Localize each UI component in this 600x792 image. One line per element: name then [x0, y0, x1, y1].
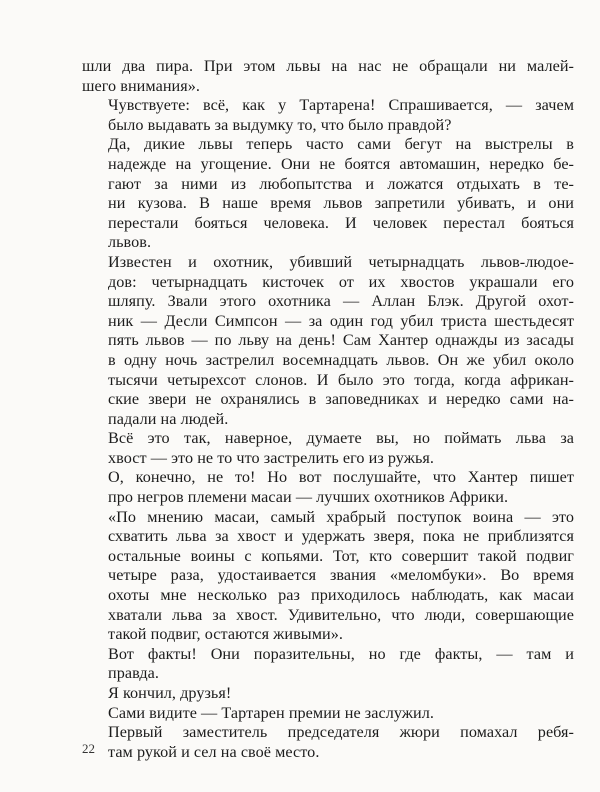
paragraph: [82, 253, 574, 429]
text-line: Я кончил, друзья!: [108, 684, 232, 702]
text-line: дов: четырнадцать кисточек от их хвостов украшали его: [108, 272, 574, 291]
paragraph: [82, 723, 574, 762]
text-line: шего внимания».: [82, 76, 200, 95]
page-number: 22: [82, 741, 95, 756]
text-line: тысячи четырехсот слонов. И было это тогда, когда африкан-: [108, 370, 574, 389]
text-line: львов.: [108, 233, 152, 252]
paragraph: [82, 135, 574, 253]
paragraph: [82, 57, 574, 96]
text-line: четыре раза, удостаивается звания «меломбуки». Во время: [108, 566, 574, 585]
text-line: шли два пира. При этом львы на нас не обращали ни малей-: [82, 57, 574, 75]
text-line: «По мнению масаи, самый храбрый поступок воина — это: [108, 507, 574, 526]
paragraph: [82, 684, 574, 704]
text-line: Сами видите — Тартарен премии не заслужил.: [108, 703, 434, 722]
text-line: было выдавать за выдумку то, что было правдой?: [108, 115, 452, 134]
text-line: Вот факты! Они поразительны, но где факты, — там и: [108, 644, 574, 663]
text-line: гают за ними из любопытства и ложатся отдыхать в те-: [108, 174, 574, 193]
text-line: такой подвиг, остаются живыми».: [108, 625, 343, 644]
text-line: О, конечно, не то! Но вот послушайте, что Хантер пишет: [108, 468, 574, 487]
text-line: охоты мне несколько раз приходилось наблюдать, как масаи: [108, 586, 574, 605]
paragraph: [82, 508, 574, 645]
text-line: ские звери не охранялись в заповедниках и нередко сами на-: [108, 390, 574, 409]
text-line: схватить льва за хвост и удержать зверя, пока не приблизятся: [108, 527, 574, 546]
body-text: [82, 57, 574, 762]
text-line: перестали бояться человека. И человек перестал бояться: [108, 213, 574, 232]
text-line: ник — Десли Симпсон — за один год убил триста шестьдесят: [108, 311, 574, 330]
text-line: хватали льва за хвост. Удивительно, что люди, совершающие: [108, 605, 574, 624]
text-line: хвост — это не то что застрелить его из ружья.: [108, 448, 434, 467]
text-line: Да, дикие львы теперь часто сами бегут на выстрелы в: [108, 135, 574, 154]
text-line: пять львов — по льву на день! Сам Хантер однажды из засады: [108, 331, 574, 350]
paragraph: [82, 468, 574, 507]
text-line: надежде на угощение. Они не боятся автомашин, нередко бе-: [108, 154, 574, 173]
text-line: Известен и охотник, убивший четырнадцать львов-людое-: [108, 252, 574, 271]
text-line: про негров племени масаи — лучших охотников Африки.: [108, 488, 509, 507]
paragraph: [82, 645, 574, 684]
text-line: Чувствуете: всё, как у Тартарена! Спрашивается, — зачем: [108, 96, 574, 115]
paragraph: [82, 429, 574, 468]
text-line: остальные воины с копьями. Тот, кто совершит такой подвиг: [108, 546, 574, 565]
text-line: правда.: [108, 664, 159, 683]
text-line: там рукой и сел на своё место.: [108, 742, 320, 761]
text-line: Первый заместитель председателя жюри помахал ребя-: [108, 723, 574, 742]
text-line: шляпу. Звали этого охотника — Аллан Блэк. Другой охот-: [108, 292, 574, 311]
text-line: Всё это так, наверное, думаете вы, но поймать льва за: [108, 429, 574, 448]
paragraph: [82, 96, 574, 135]
text-line: ни кузова. В наше время львов запретили убивать, и они: [108, 194, 574, 213]
text-line: падали на людей.: [108, 409, 229, 428]
text-line: в одну ночь застрелил восемнадцать львов. Он же убил около: [108, 350, 574, 369]
paragraph: [82, 704, 574, 724]
